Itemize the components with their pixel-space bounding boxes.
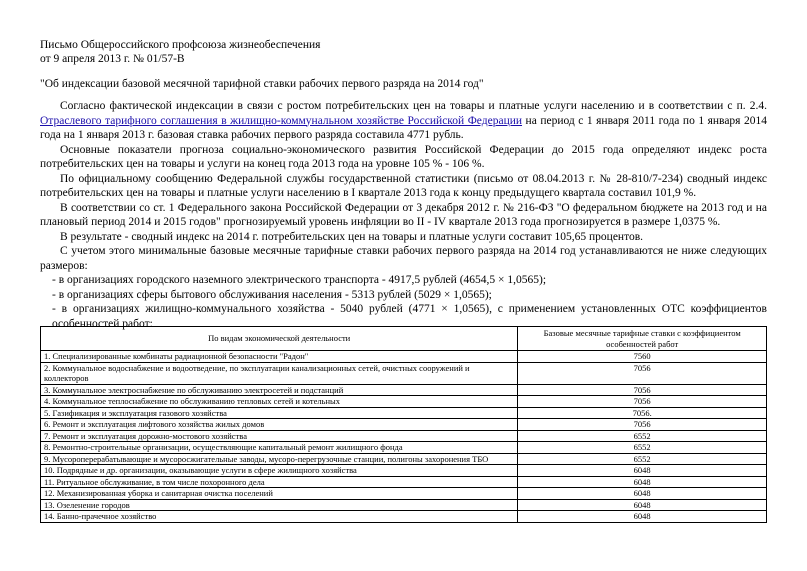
- letter-date-number: от 9 апреля 2013 г. № 01/57-В: [40, 53, 185, 65]
- paragraph-1-text-a: Согласно фактической индексации в связи с ростом потребительских цен на товары и платные услуги населению и в соответствии с п. 2.4.: [60, 100, 767, 112]
- document-title: "Об индексации базовой месячной тарифной ставки рабочих первого разряда на 2014 год": [40, 78, 484, 90]
- table-row: [41, 511, 767, 523]
- activity-cell: 5. Газификация и эксплуатация газового хозяйства: [41, 407, 518, 419]
- table-row: [41, 384, 767, 396]
- table-row: [41, 407, 767, 419]
- table-row: [41, 442, 767, 454]
- list-item: - в организациях сферы бытового обслуживания населения - 5313 рублей (5029 × 1,0565);: [52, 288, 492, 301]
- table-row: [41, 476, 767, 488]
- table-row: [41, 488, 767, 500]
- activity-cell: 6. Ремонт и эксплуатация лифтового хозяйства жилых домов: [41, 419, 518, 431]
- list-item: - в организациях жилищно-коммунального хозяйства - 5040 рублей (4771 × 1,0565), с применением установленных ОТС коэффициентов особенностей работ:: [52, 303, 767, 330]
- rate-cell: 7056: [518, 419, 767, 431]
- rate-cell: 6552: [518, 453, 767, 465]
- rate-cell: 6048: [518, 488, 767, 500]
- rate-cell: 6552: [518, 430, 767, 442]
- table-row: [41, 396, 767, 408]
- paragraph-1-text-b: на период с 1 января 2011 года по 1 января 2014 года на 1 января 2013 г. базовая ставка рабочих первого разряда составила 4771 рубль.: [40, 114, 767, 141]
- tariff-table: [40, 326, 767, 523]
- paragraph-6: С учетом этого минимальные базовые месячные тарифные ставки рабочих первого разряда на 2014 год устанавливаются не ниже следующих размеров:: [40, 245, 767, 272]
- rate-cell: 7056.: [518, 407, 767, 419]
- paragraph-2: Основные показатели прогноза социально-экономического развития Российской Федерации до 2015 года определяют индекс роста потребительских цен на товары и услуги на конец года 2013 года на уровне 105 % - 106 %.: [40, 143, 767, 170]
- rate-cell: 6048: [518, 476, 767, 488]
- table-row: [41, 419, 767, 431]
- rate-cell: 7056: [518, 362, 767, 384]
- paragraph-3: По официальному сообщению Федеральной службы государственной статистики (письмо от 08.04.2013 г. № 28-810/7-234) сводный индекс потребительских цен на товары и платные услуги населению в I квартале 2013 года к концу предыдущего квартала составил 101,9 %.: [40, 172, 767, 199]
- activity-cell: 12. Механизированная уборка и санитарная очистка поселений: [41, 488, 518, 500]
- table-body: [41, 351, 767, 523]
- agreement-link[interactable]: Отраслевого тарифного соглашения в жилищно-коммунальном хозяйстве Российской Федерации: [40, 114, 523, 127]
- activity-cell: 7. Ремонт и эксплуатация дорожно-мостового хозяйства: [41, 430, 518, 442]
- table-row: [41, 351, 767, 363]
- activity-cell: 2. Коммунальное водоснабжение и водоотведение, по эксплуатации канализационных сетей, очистных сооружений и коллекторов: [41, 362, 518, 384]
- table-row: [41, 499, 767, 511]
- activity-cell: 1. Специализированные комбинаты радиационной безопасности "Радон": [41, 351, 518, 363]
- rate-cell: 7056: [518, 396, 767, 408]
- document-body: [40, 99, 767, 331]
- activity-cell: 4. Коммунальное теплоснабжение по обслуживанию тепловых сетей и котельных: [41, 396, 518, 408]
- paragraph-4: В соответствии со ст. 1 Федерального закона Российской Федерации от 3 декабря 2012 г. № 216-ФЗ "О федеральном бюджете на 2013 год и на плановый период 2014 и 2015 годов" прогнозируемый уровень инфляции во II - IV квартале 2013 года прогнозируется в размере 1,0375 %.: [40, 201, 767, 228]
- paragraph-1: [40, 99, 767, 143]
- rate-cell: 6048: [518, 465, 767, 477]
- table-row: [41, 430, 767, 442]
- activity-cell: 3. Коммунальное электроснабжение по обслуживанию электросетей и подстанций: [41, 384, 518, 396]
- activity-cell: 13. Озеленение городов: [41, 499, 518, 511]
- letter-issuer: Письмо Общероссийского профсоюза жизнеобеспечения: [40, 39, 321, 51]
- rate-cell: 6048: [518, 499, 767, 511]
- column-header-activity: По видам экономической деятельности: [41, 327, 518, 351]
- activity-cell: 14. Банно-прачечное хозяйство: [41, 511, 518, 523]
- table-row: [41, 453, 767, 465]
- table-header-row: [41, 327, 767, 351]
- rate-cell: 6552: [518, 442, 767, 454]
- activity-cell: 10. Подрядные и др. организации, оказывающие услуги в сфере жилищного хозяйства: [41, 465, 518, 477]
- paragraph-5: В результате - сводный индекс на 2014 г. потребительских цен на товары и платные услуги составит 105,65 процентов.: [60, 230, 644, 243]
- activity-cell: 9. Мусороперерабатывающие и мусоросжигательные заводы, мусоро-перегрузочные станции, полигоны захоронения ТБО: [41, 453, 518, 465]
- list-item: - в организациях городского наземного электрического транспорта - 4917,5 рублей (4654,5 × 1,0565);: [52, 274, 547, 286]
- rate-cell: 7560: [518, 351, 767, 363]
- letter-header: [40, 38, 320, 66]
- table-row: [41, 362, 767, 384]
- column-header-rate: Базовые месячные тарифные ставки с коэффициентом особенностей работ: [518, 327, 767, 351]
- rate-cell: 7056: [518, 384, 767, 396]
- table-row: [41, 465, 767, 477]
- rate-cell: 6048: [518, 511, 767, 523]
- activity-cell: 11. Ритуальное обслуживание, в том числе похоронного дела: [41, 476, 518, 488]
- activity-cell: 8. Ремонтно-строительные организации, осуществляющие капитальный ремонт жилищного фонда: [41, 442, 518, 454]
